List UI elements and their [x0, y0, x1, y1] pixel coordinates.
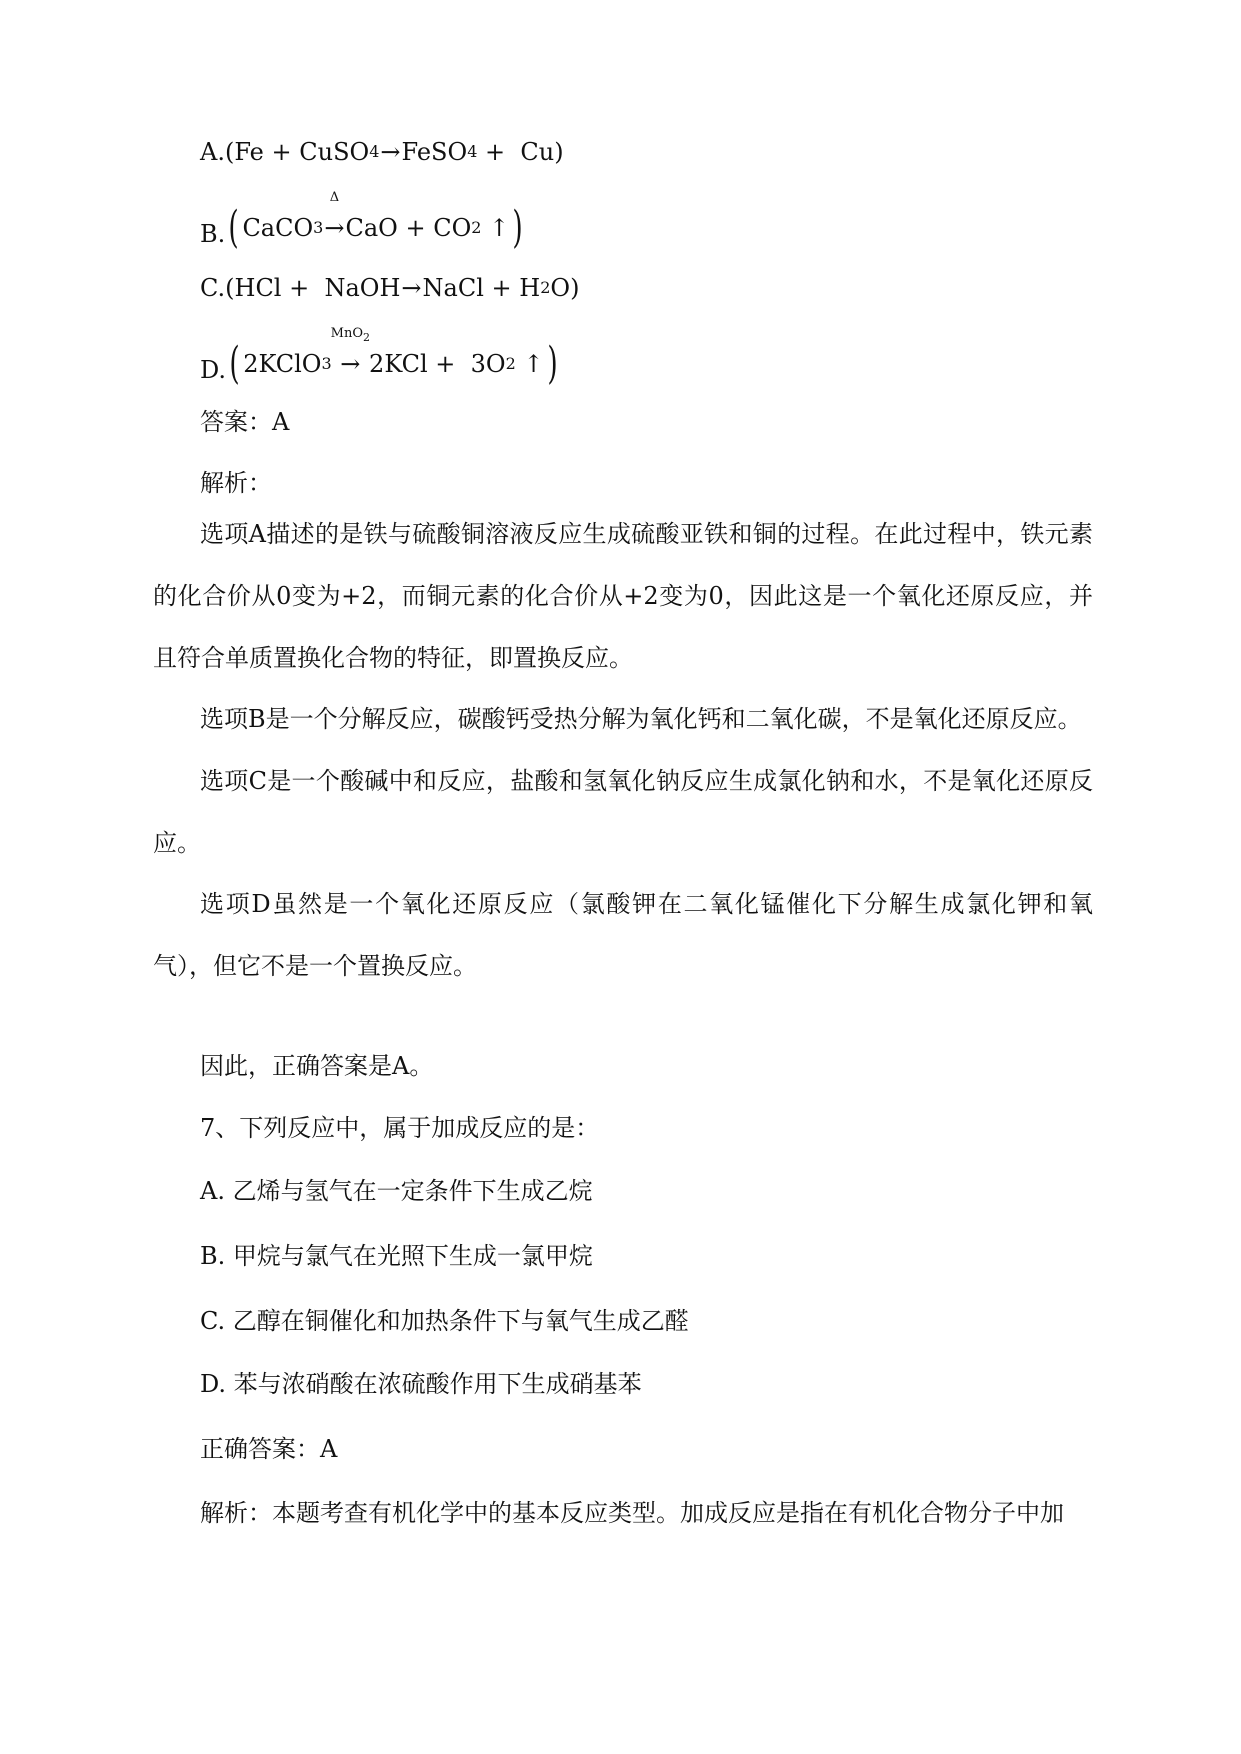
product-feso4: FeSO: [401, 138, 468, 166]
reaction-arrow: [330, 326, 371, 380]
equation-a: ( Fe + CuSO 4 → FeSO 4 + Cu ): [224, 138, 564, 166]
reaction-arrow: →: [380, 138, 401, 166]
option-a-label: A.: [200, 138, 225, 166]
catalyst-condition: [331, 318, 370, 350]
option-a-equation: [200, 136, 564, 168]
option-b-equation: [200, 190, 526, 253]
product-kcl: 2KCl: [369, 350, 428, 378]
plus-sign: +: [405, 214, 426, 242]
answer-7: 正确答案：A: [200, 1435, 338, 1463]
paren-right: ): [554, 138, 564, 166]
analysis-label: 解析：: [200, 469, 272, 497]
product-nacl: NaCl: [422, 274, 484, 302]
reaction-arrow: [324, 190, 345, 244]
option-c-equation: [200, 272, 579, 304]
product-o: O: [550, 274, 571, 302]
subscript: 2: [363, 331, 371, 344]
conclusion-6: 因此，正确答案是A。: [200, 1052, 434, 1080]
equation-d: ( 2KClO 3 MnO$_2$ → 2KCl + 3O 2 ↑ ): [226, 344, 561, 384]
question-7-option-d: D. 苯与浓硝酸在浓硫酸作用下生成硝基苯: [200, 1370, 642, 1398]
analysis-option-a: 选项A描述的是铁与硫酸铜溶液反应生成硫酸亚铁和铜的过程。在此过程中，铁元素的化合价从0变为+2，而铜元素的化合价从+2变为0，因此这是一个氧化还原反应，并且符合单质置换化合物的特征，即置换反应。: [153, 520, 1093, 672]
paren-left: (: [225, 274, 235, 302]
reactant-kclo3: 2KClO: [243, 350, 322, 378]
product-cao: CaO: [345, 214, 398, 242]
product-co2: CO: [433, 214, 472, 242]
plus-sign: +: [491, 274, 512, 302]
analysis-option-d: 选项D虽然是一个氧化还原反应（氯酸钾在二氧化锰催化下分解生成氯化钾和氧气），但它不是一个置换反应。: [153, 890, 1093, 980]
arrow-glyph: →: [324, 214, 345, 242]
option-c-label: C.: [200, 274, 226, 302]
catalyst-mno2: MnO: [330, 326, 364, 341]
plus-sign: +: [485, 138, 506, 166]
paren-right: ): [570, 274, 580, 302]
option-d-equation: [200, 326, 561, 389]
paren-left: (: [228, 202, 240, 253]
plus-sign: +: [435, 350, 456, 378]
reactant-naoh: NaOH: [324, 274, 401, 302]
product-cu: Cu: [520, 138, 555, 166]
paren-left: (: [224, 138, 235, 166]
question-7-option-a: A. 乙烯与氢气在一定条件下生成乙烷: [200, 1177, 593, 1205]
plus-sign: +: [289, 274, 310, 302]
reactant-hcl: HCl: [234, 274, 282, 302]
reaction-arrow: →: [401, 274, 422, 302]
heat-condition: Δ: [329, 190, 340, 205]
paren-right: ): [546, 338, 558, 389]
product-h: H: [519, 274, 541, 302]
reactant-fe: Fe: [234, 138, 264, 166]
equation-c: ( HCl + NaOH → NaCl + H 2 O ): [225, 274, 580, 302]
product-o2: 3O: [470, 350, 506, 378]
paren-right: ): [512, 202, 523, 253]
option-d-label: D.: [200, 356, 227, 384]
gas-up-arrow: ↑: [489, 214, 510, 242]
arrow-glyph: →: [340, 350, 361, 378]
paren-left: (: [229, 338, 240, 389]
analysis-option-b: 选项B是一个分解反应，碳酸钙受热分解为氧化钙和二氧化碳，不是氧化还原反应。: [200, 705, 1082, 733]
gas-up-arrow: ↑: [523, 350, 544, 378]
analysis-option-c: 选项C是一个酸碱中和反应，盐酸和氢氧化钠反应生成氯化钠和水，不是氧化还原反应。: [153, 767, 1093, 857]
reactant-cuso4: CuSO: [299, 138, 370, 166]
question-7-option-c: C. 乙醇在铜催化和加热条件下与氧气生成乙醛: [200, 1307, 689, 1335]
option-b-label: B.: [200, 220, 226, 248]
answer-6: 答案：A: [200, 408, 290, 436]
reactant-caco3: CaCO: [242, 214, 314, 242]
equation-b: ( CaCO 3 Δ → CaO + CO 2 ↑ ): [225, 208, 526, 248]
question-7-option-b: B. 甲烷与氯气在光照下生成一氯甲烷: [200, 1242, 593, 1270]
plus-sign: +: [271, 138, 292, 166]
question-7: 7、下列反应中，属于加成反应的是：: [200, 1114, 600, 1142]
analysis-7: 解析：本题考查有机化学中的基本反应类型。加成反应是指在有机化合物分子中加: [200, 1499, 1064, 1527]
